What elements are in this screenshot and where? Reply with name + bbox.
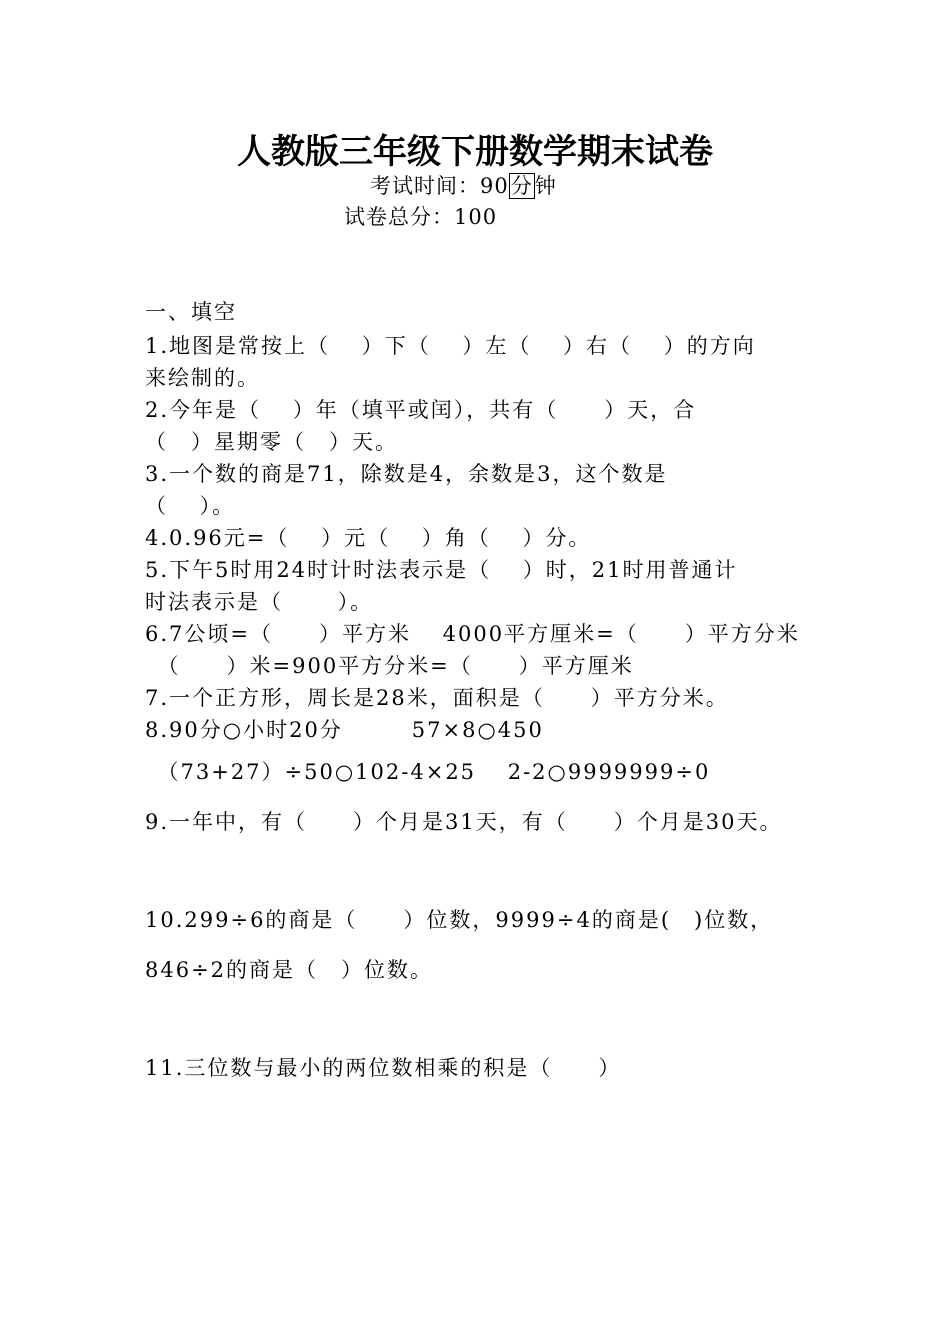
question-line: （ ）星期零（ ）天。 (145, 430, 398, 454)
page-title: 人教版三年级下册数学期末试卷 (237, 132, 713, 172)
question-line: 6.7公顷=（ ）平方米 4000平方厘米=（ ）平方分米 (145, 622, 800, 646)
question-line: 8.90分○小时20分 57×8○450 (145, 718, 544, 742)
exam-time-label: 考试时间：90 (370, 174, 509, 198)
question-line: 时法表示是（ ）。 (145, 590, 374, 614)
question-line: 3.一个数的商是71，除数是4，余数是3，这个数是 (145, 462, 668, 486)
question-line: （ ）米=900平方分米=（ ）平方厘米 (145, 654, 634, 678)
question-line: 11.三位数与最小的两位数相乘的积是（ ） (145, 1056, 622, 1080)
question-line: （ ）。 (145, 494, 236, 518)
question-line: 2.今年是（ ）年（填平或闰），共有（ ）天，合 (145, 398, 697, 422)
question-line: 7.一个正方形，周长是28米，面积是（ ）平方分米。 (145, 686, 729, 710)
question-line: 10.299÷6的商是（ ）位数，9999÷4的商是( )位数， (145, 908, 774, 932)
question-line: 来绘制的。 (145, 366, 260, 390)
question-line: 1.地图是常按上（ ）下（ ）左（ ）右（ ）的方向 (145, 334, 756, 358)
question-line: 9.一年中，有（ ）个月是31天，有（ ）个月是30天。 (145, 810, 783, 834)
exam-time-boxed-char: 分 (510, 174, 533, 198)
exam-time-suffix: 钟 (534, 174, 557, 198)
question-line: （73+27）÷50○102-4×25 2-2○9999999÷0 (145, 760, 711, 784)
question-line: 846÷2的商是（ ）位数。 (145, 958, 434, 982)
question-line: 5.下午5时用24时计时法表示是（ ）时，21时用普通计 (145, 558, 738, 582)
section-title: 一、填空 (145, 300, 237, 324)
exam-time (370, 170, 557, 200)
question-line: 4.0.96元=（ ）元（ ）角（ ）分。 (145, 526, 592, 550)
total-score: 试卷总分：100 (344, 205, 498, 229)
